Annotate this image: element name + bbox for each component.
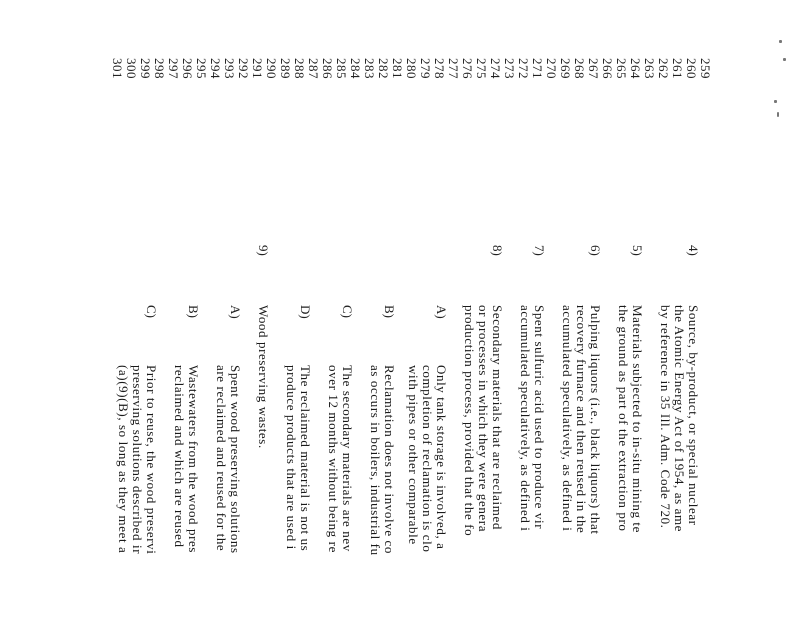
item-number: 5) [630,245,645,256]
line-number: 263 [642,58,657,79]
item-text-line: Materials subjected to in-situ mining te [630,305,645,533]
line-number: 299 [138,58,153,79]
subitem-text-line: The secondary materials are nev [340,365,355,552]
subitem-text-line: with pipes or other comparable [406,365,421,545]
item-number: 6) [588,245,603,256]
line-number: 277 [446,58,461,79]
item-text-line: Pulping liquors (i.e., black liquors) that [588,305,603,535]
scan-speck [779,40,782,43]
scan-speck [774,100,777,103]
item-text-line: Wood preserving wastes. [256,305,271,449]
subitem-text-line: completion of reclamation is clo [420,365,435,553]
line-number: 259 [698,58,713,79]
line-number: 269 [558,58,573,79]
item-text-line: accumulated speculatively, as defined i [560,305,575,532]
line-number: 265 [614,58,629,79]
subitem-text-line: produce products that are used i [284,365,299,550]
line-number: 289 [278,58,293,79]
subitem-text-line: over 12 months without being re [326,365,341,553]
line-number: 264 [628,58,643,79]
line-number: 294 [208,58,223,79]
line-number: 281 [390,58,405,79]
item-text-line: by reference in 35 Ill. Adm. Code 720. [658,305,673,529]
line-number: 300 [124,58,139,79]
line-number: 298 [152,58,167,79]
line-number: 278 [432,58,447,79]
line-number: 301 [110,58,125,79]
item-text-line: accumulated speculatively, as defined i [518,305,533,532]
subitem-text-line: preserving solutions described ir [130,365,145,555]
scan-speck [777,112,779,117]
line-number: 285 [334,58,349,79]
scan-speck [783,58,786,61]
item-number: 8) [490,245,505,256]
item-text-line: or processes in which they were genera [476,305,491,533]
subitem-text-line: reclaimed and which are reused [172,365,187,548]
subitem-text-line: as occurs in boilers, industrial fu [368,365,383,556]
item-text-line: recovery furnace and then reused in the [574,305,589,534]
item-text-line: production process, provided that the fo [462,305,477,537]
line-number: 275 [474,58,489,79]
line-number: 282 [376,58,391,79]
line-number: 261 [670,58,685,79]
line-number: 266 [600,58,615,79]
line-number: 290 [264,58,279,79]
line-number: 283 [362,58,377,79]
line-number: 287 [306,58,321,79]
line-number: 270 [544,58,559,79]
line-number: 286 [320,58,335,79]
subitem-text-line: are reclaimed and reused for the [214,365,229,552]
subitem-letter: A) [228,305,243,319]
line-number: 262 [656,58,671,79]
line-number: 292 [236,58,251,79]
subitem-letter: B) [382,305,397,318]
line-number: 293 [222,58,237,79]
item-text-line: Spent sulfuric acid used to produce vir [532,305,547,530]
line-number: 296 [180,58,195,79]
line-number: 271 [530,58,545,79]
subitem-letter: C) [144,305,159,318]
line-number: 260 [684,58,699,79]
item-text-line: the ground as part of the extraction pro [616,305,631,532]
item-text-line: Secondary materials that are reclaimed [490,305,505,530]
line-number: 273 [502,58,517,79]
item-number: 4) [686,245,701,256]
line-number: 291 [250,58,265,79]
line-number: 297 [166,58,181,79]
line-number: 288 [292,58,307,79]
item-number: 9) [256,245,271,256]
item-text-line: the Atomic Energy Act of 1954, as ame [672,305,687,533]
subitem-letter: B) [186,305,201,318]
subitem-letter: C) [340,305,355,318]
line-number: 284 [348,58,363,79]
line-number: 295 [194,58,209,79]
item-number: 7) [532,245,547,256]
subitem-letter: D) [298,305,313,319]
line-number: 279 [418,58,433,79]
subitem-letter: A) [434,305,449,319]
subitem-text-line: Reclamation does not involve co [382,365,397,555]
line-number: 276 [460,58,475,79]
subitem-text-line: (a)(9)(B), so long as they meet a [116,365,131,554]
subitem-text-line: Only tank storage is involved, a [434,365,449,550]
line-number: 268 [572,58,587,79]
item-text-line: Source, by-product, or special nuclear [686,305,701,526]
subitem-text-line: Wastewaters from the wood pres [186,365,201,554]
line-number: 280 [404,58,419,79]
line-number: 272 [516,58,531,79]
line-number: 267 [586,58,601,79]
subitem-text-line: The reclaimed material is not us [298,365,313,552]
subitem-text-line: Spent wood preserving solutions [228,365,243,554]
subitem-text-line: Prior to reuse, the wood preservi [144,365,159,555]
line-number: 274 [488,58,503,79]
